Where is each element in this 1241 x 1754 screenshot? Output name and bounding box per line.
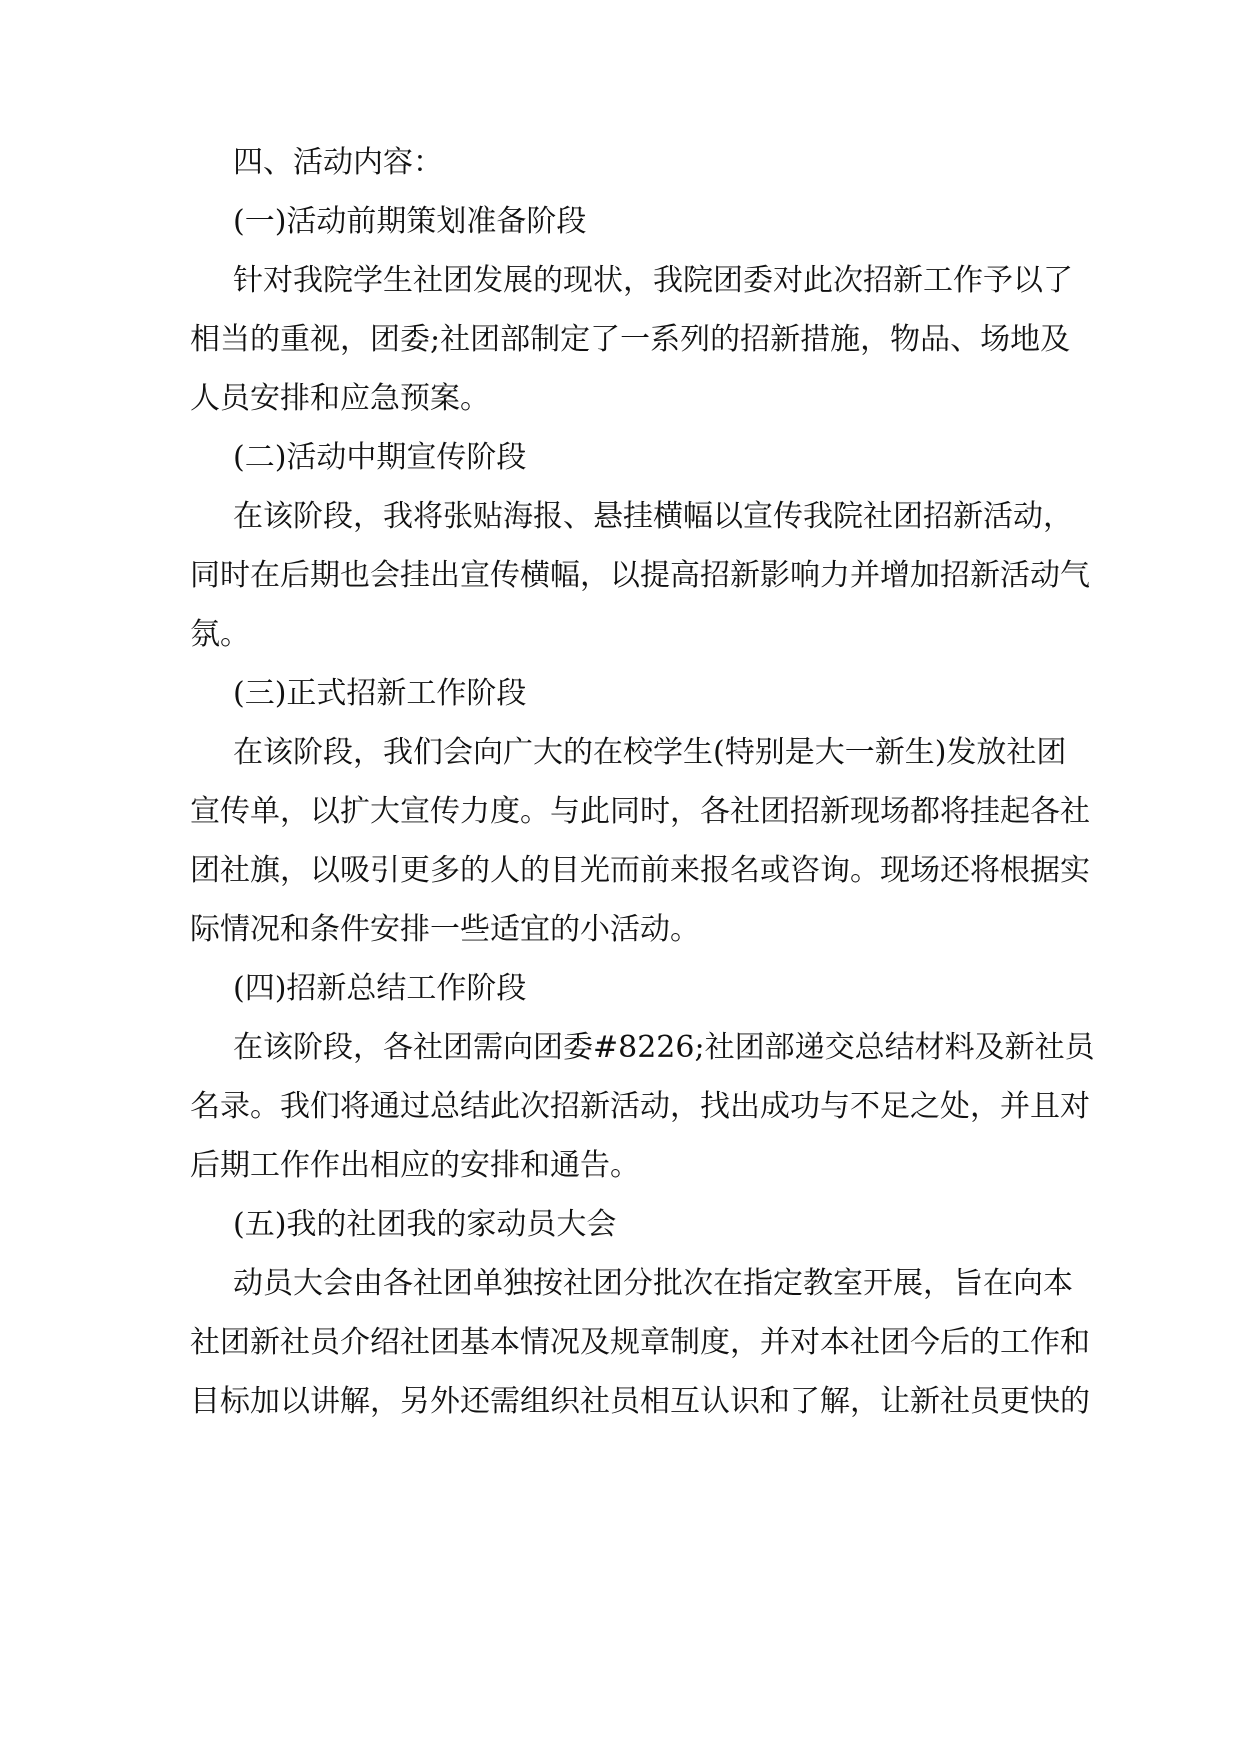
paragraph-line: 针对我院学生社团发展的现状，我院团委对此次招新工作予以了 [233, 263, 1073, 298]
paragraph-line: 在该阶段，我们会向广大的在校学生(特别是大一新生)发放社团 [233, 735, 1067, 770]
paragraph-line: 社团新社员介绍社团基本情况及规章制度，并对本社团今后的工作和 [190, 1325, 1090, 1360]
paragraph-line: 团社旗，以吸引更多的人的目光而前来报名或咨询。现场还将根据实 [190, 853, 1090, 888]
paragraph-line: 宣传单，以扩大宣传力度。与此同时，各社团招新现场都将挂起各社 [190, 794, 1090, 829]
paragraph-line: 在该阶段，各社团需向团委#8226;社团部递交总结材料及新社员 [233, 1030, 1095, 1065]
paragraph-line: 氛。 [190, 617, 250, 652]
paragraph-line: 人员安排和应急预案。 [190, 381, 490, 416]
section-heading: 四、活动内容： [233, 145, 443, 180]
paragraph-line: 后期工作作出相应的安排和通告。 [190, 1148, 640, 1183]
paragraph-line: 同时在后期也会挂出宣传横幅，以提高招新影响力并增加招新活动气 [190, 558, 1090, 593]
paragraph-line: 际情况和条件安排一些适宜的小活动。 [190, 912, 700, 947]
subsection-heading: (三)正式招新工作阶段 [233, 676, 527, 711]
subsection-heading: (二)活动中期宣传阶段 [233, 440, 527, 475]
paragraph-line: 动员大会由各社团单独按社团分批次在指定教室开展，旨在向本 [233, 1266, 1073, 1301]
subsection-heading: (一)活动前期策划准备阶段 [233, 204, 587, 239]
paragraph-line: 目标加以讲解，另外还需组织社员相互认识和了解，让新社员更快的 [190, 1384, 1090, 1419]
subsection-heading: (四)招新总结工作阶段 [233, 971, 527, 1006]
paragraph-line: 在该阶段，我将张贴海报、悬挂横幅以宣传我院社团招新活动， [233, 499, 1073, 534]
paragraph-line: 相当的重视，团委;社团部制定了一系列的招新措施，物品、场地及 [190, 322, 1071, 357]
paragraph-line: 名录。我们将通过总结此次招新活动，找出成功与不足之处，并且对 [190, 1089, 1090, 1124]
subsection-heading: (五)我的社团我的家动员大会 [233, 1207, 617, 1242]
